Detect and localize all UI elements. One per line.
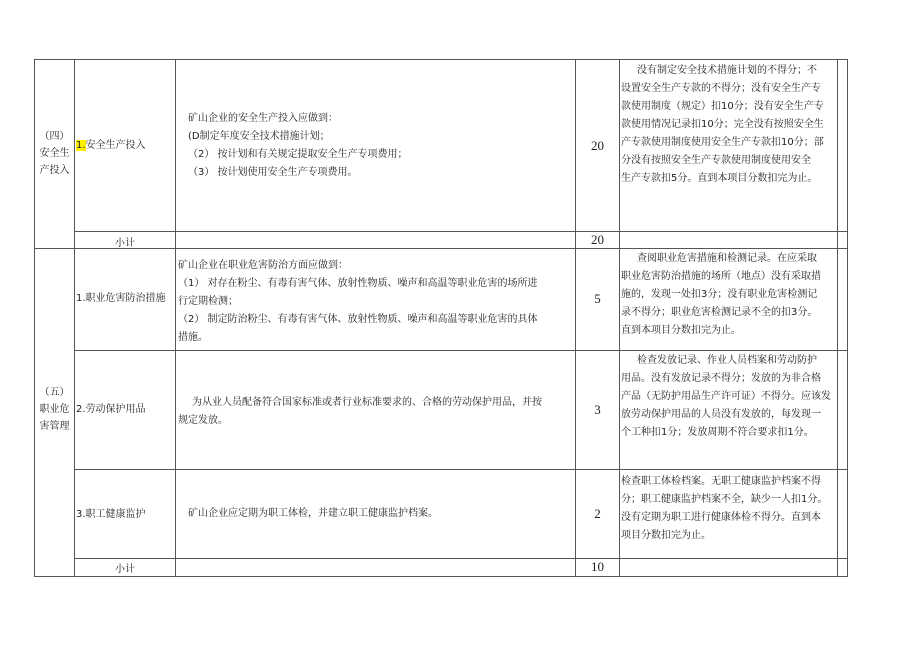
item-label: 职业危害防治措施 (85, 293, 166, 304)
scoring-criteria: 没有制定安全技术措施计划的不得分；不 设置安全生产专款的不得分；没有安全生产专 款使用制度（规定）扣10分；没有安全生产专 款使用情况记录扣10分；完全没有按照安全生 产专款使用制度使用安全生产专款扣10分；部 分没有按照安全生产专款使用制度使用安全 生产专款扣5分。直到本项目分数扣完为止。 (621, 65, 824, 184)
item-name (76, 139, 174, 153)
item-name (76, 292, 176, 306)
subtotal-score: 20 (591, 232, 604, 247)
item-score: 20 (591, 138, 604, 153)
item-label: 安全生产投入 (85, 140, 146, 151)
item-number: 2. (76, 404, 86, 415)
item-score: 3 (594, 402, 601, 417)
scoring-criteria: 检查职工体检档案。无职工健康监护档案不得 分；职工健康监护档案不全，缺少一人扣1分。 没有定期为职工进行健康体检不得分。直到本 项目分数扣完为止。 (621, 476, 828, 541)
requirement-text: 矿山企业的安全生产投入应做到： (D制定年度安全技术措施计划； （2） 按计划和有关规定提取安全生产专项费用； （3） 按计划使用安全生产专项费用。 (188, 113, 408, 178)
subtotal-score: 10 (591, 559, 604, 574)
subtotal-label: 小计 (115, 238, 135, 249)
scoring-criteria: 查阅职业危害措施和检测记录。在应采取 职业危害防治措施的场所（地点）没有采取措 施的，发现一处扣3分；没有职业危害检测记 录不得分；职业危害检测记录不全的扣3分。 直到本项目分数扣完为止。 (621, 253, 821, 336)
requirement-text: 矿山企业在职业危害防治方面应做到： （1） 对存在粉尘、有毒有害气体、放射性物质、噪声和高温等职业危害的场所进 行定期检测； （2） 制定防治粉尘、有毒有害气体、放射性物质、噪声和高温等职业危害的具体 措施。 (178, 260, 538, 343)
category-occupational-hazard: （五） 职业危 害管理 (39, 387, 70, 432)
requirement-text: 矿山企业应定期为职工体检，并建立职工健康监护档案。 (188, 508, 438, 519)
scoring-criteria: 检查发放记录、作业人员档案和劳动防护 用品。没有发放记录不得分；发放的为非合格 产品（无防护用品生产许可证）不得分。应该发 放劳动保护用品的人员没有发放的，每发现一 个工种扣1分；发放周期不符合要求扣1分。 (621, 355, 831, 438)
item-number: 1. (76, 293, 86, 304)
item-name (76, 508, 174, 522)
item-label: 职工健康监护 (85, 509, 146, 520)
item-label: 劳动保护用品 (85, 404, 146, 415)
subtotal-label: 小计 (115, 564, 135, 575)
item-number: 3. (76, 509, 86, 520)
item-number: 1. (76, 140, 86, 151)
item-score: 5 (594, 291, 601, 306)
item-score: 2 (594, 506, 601, 521)
requirement-text: 为从业人员配备符合国家标准或者行业标准要求的、合格的劳动保护用品，并按 规定发放。 (178, 397, 542, 426)
category-safety-investment: （四） 安全生 产投入 (39, 131, 70, 176)
item-name (76, 403, 174, 417)
